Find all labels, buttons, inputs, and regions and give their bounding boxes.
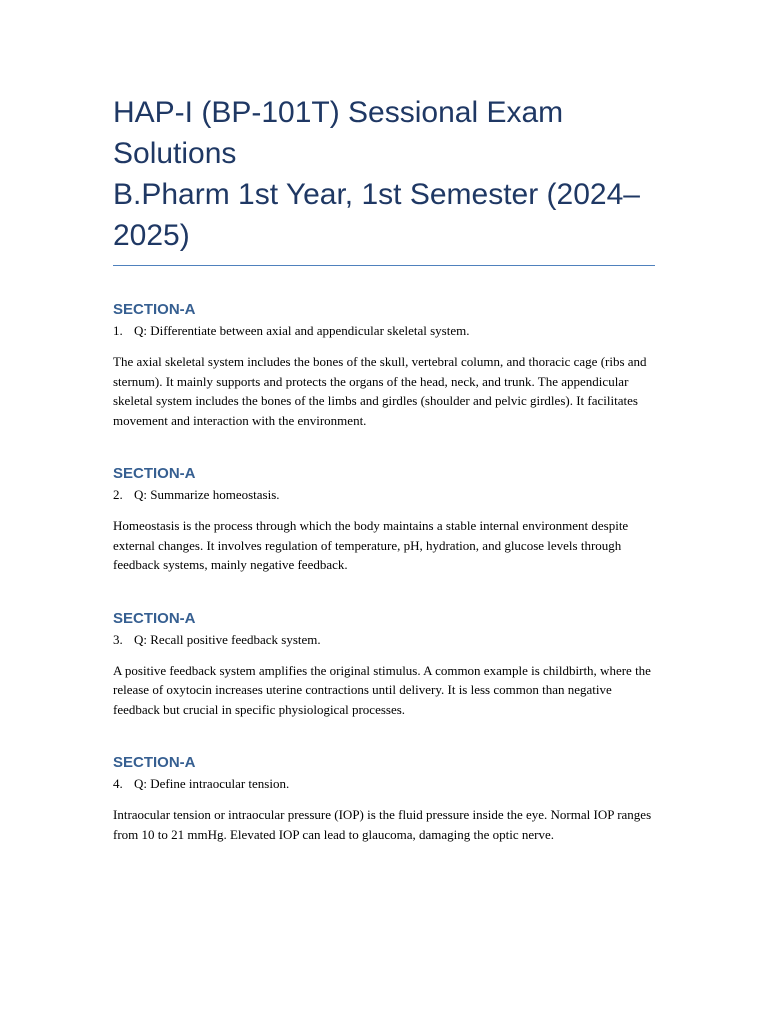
- question-number: 4.: [113, 776, 123, 791]
- title-divider: [113, 265, 655, 266]
- document-page: [113, 92, 655, 844]
- section-block: [113, 609, 655, 720]
- answer-text: A positive feedback system amplifies the original stimulus. A common example is childbirth, where the release of oxytocin increases uterine contractions until delivery. It is less common than negative feedback but crucial in specific physiological processes.: [113, 662, 651, 717]
- section-heading: SECTION-A: [113, 465, 196, 482]
- question-item: [113, 486, 655, 504]
- section-heading: SECTION-A: [113, 754, 196, 771]
- question-text: Q: Define intraocular tension.: [134, 776, 290, 791]
- document-title: [113, 92, 655, 256]
- title-line: Solutions: [113, 137, 237, 170]
- question-item: [113, 631, 655, 649]
- question-number: 3.: [113, 631, 123, 647]
- title-line: HAP-I (BP-101T) Sessional Exam: [113, 96, 564, 129]
- question-text: Q: Recall positive feedback system.: [134, 631, 321, 647]
- answer-text: Homeostasis is the process through which the body maintains a stable internal environment despite external changes. It involves regulation of temperature, pH, hydration, and glucose levels through feedback systems, mainly negative feedback.: [113, 518, 629, 572]
- section-heading: SECTION-A: [113, 609, 196, 627]
- question-text: Q: Summarize homeostasis.: [134, 487, 280, 502]
- answer-text: Intraocular tension or intraocular pressure (IOP) is the fluid pressure inside the eye. Normal IOP ranges from 10 to 21 mmHg. Elevated IOP can lead to glaucoma, damaging the optic nerve.: [113, 807, 652, 842]
- section-heading: SECTION-A: [113, 301, 196, 318]
- answer-text: The axial skeletal system includes the bones of the skull, vertebral column, and thoracic cage (ribs and sternum). It mainly supports and protects the organs of the head, neck, and trunk. The appendicular skeletal system includes the bones of the limbs and girdles (shoulder and pelvic girdles). It facilitates movement and interaction with the environment.: [113, 354, 647, 428]
- section-block: [113, 464, 655, 575]
- question-item: [113, 322, 655, 340]
- section-block: [113, 300, 655, 430]
- title-line: 2025): [113, 219, 190, 252]
- question-text: Q: Differentiate between axial and appendicular skeletal system.: [134, 323, 470, 338]
- question-number: 2.: [113, 487, 123, 502]
- question-item: [113, 775, 655, 793]
- section-block: [113, 753, 655, 844]
- question-number: 1.: [113, 323, 123, 338]
- title-line: B.Pharm 1st Year, 1st Semester (2024–: [113, 178, 640, 211]
